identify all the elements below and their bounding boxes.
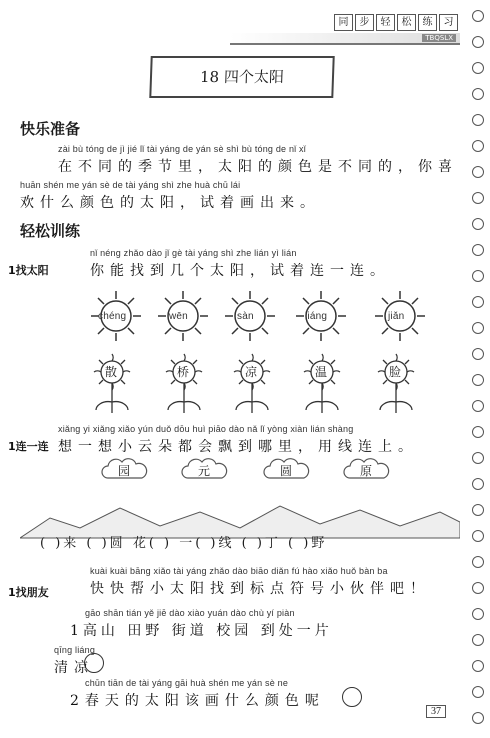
- cloud-char: 原: [360, 464, 373, 478]
- text-line: 欢什么颜色的太阳，试着画出来。: [20, 195, 320, 211]
- cloud-icon: [100, 458, 150, 485]
- punctuation-sun-slot[interactable]: [340, 686, 364, 707]
- flower-icon: [88, 352, 136, 418]
- text-line: 清凉: [54, 660, 94, 676]
- header-char: 松: [397, 14, 416, 31]
- header-char: 步: [355, 14, 374, 31]
- flower-icon: [228, 352, 276, 418]
- cloud-icon: [180, 458, 230, 485]
- sun-pinyin: jiǎn: [388, 311, 405, 322]
- cloud-icon: [262, 458, 312, 485]
- cloud-icon: [342, 458, 392, 485]
- task-label: 1找太阳: [8, 264, 49, 277]
- sun-pinyin: wēn: [169, 311, 188, 322]
- spiral-binding: [472, 10, 486, 738]
- pinyin-line: chūn tiān de tài yáng gāi huà shén me yán sè ne: [85, 678, 289, 688]
- lesson-title: 18 四个太阳: [149, 56, 334, 98]
- flower-char: 桥: [177, 365, 190, 379]
- sun-pinyin: liáng: [305, 311, 328, 322]
- text-line: 你能找到几个太阳，试着连一连。: [90, 263, 390, 279]
- sun-icon: [372, 288, 428, 344]
- text-line: 想一想小云朵都会飘到哪里，用线连上。: [58, 439, 418, 455]
- cloud-char: 园: [118, 464, 131, 478]
- header-char: 同: [334, 14, 353, 31]
- flower-icon: [372, 352, 420, 418]
- pinyin-line: xiǎng yi xiǎng xiǎo yún duǒ dōu huì piāo dào nǎ lǐ yòng xiàn lián shàng: [58, 424, 354, 434]
- flower-char: 散: [105, 365, 118, 379]
- cloud-char: 元: [198, 464, 211, 478]
- punctuation-sun-slot[interactable]: [82, 652, 106, 673]
- section-heading-prepare: 快乐准备: [20, 120, 81, 138]
- flower-char: 温: [315, 365, 328, 379]
- sun-pinyin: chéng: [98, 311, 127, 322]
- task-label: 1连一连: [8, 440, 49, 453]
- header-char: 轻: [376, 14, 395, 31]
- header-char: 练: [418, 14, 437, 31]
- flower-icon: [160, 352, 208, 418]
- header-sub: TBQSLX: [422, 34, 456, 42]
- header-char: 习: [439, 14, 458, 31]
- pinyin-line: gāo shān tián yě jiē dào xiào yuán dào chù yí piàn: [85, 608, 295, 618]
- flower-char: 凉: [245, 365, 258, 379]
- header-tab: [334, 14, 458, 31]
- cloud-char: 圆: [280, 464, 293, 478]
- text-line: 快快帮小太阳找到标点符号小伙伴吧！: [90, 581, 430, 597]
- pinyin-line: nǐ néng zhǎo dào jǐ gè tài yáng shì zhe lián yì lián: [90, 248, 297, 258]
- page-number: 37: [426, 705, 446, 718]
- pinyin-line: qīng liáng: [54, 645, 96, 655]
- fill-blank-row[interactable]: ( )来 ( )圆 花( ) 一( )线 ( )丁 ( )野: [40, 536, 328, 551]
- pinyin-line: huān shén me yán sè de tài yáng shì zhe huà chū lái: [20, 180, 241, 190]
- flower-icon: [298, 352, 346, 418]
- flower-char: 脸: [389, 365, 402, 379]
- sun-icon: [155, 288, 211, 344]
- text-line: 2春天的太阳该画什么颜色呢: [70, 693, 325, 709]
- section-heading-practice: 轻松训练: [20, 222, 81, 240]
- pinyin-line: zài bù tóng de jì jié lǐ tài yáng de yán sè shì bù tóng de nǐ xǐ: [58, 144, 306, 154]
- text-line: 1高山 田野 街道 校园 到处一片: [70, 623, 333, 639]
- text-line: 在不同的季节里，太阳的颜色是不同的，你喜: [58, 159, 458, 175]
- sun-icon: [293, 288, 349, 344]
- pinyin-line: kuài kuài bāng xiǎo tài yáng zhǎo dào biāo diǎn fú hào xiǎo huǒ bàn ba: [90, 566, 388, 576]
- sun-icon: [222, 288, 278, 344]
- task-label: 1找朋友: [8, 586, 49, 599]
- sun-icon: [88, 288, 144, 344]
- sun-pinyin: sàn: [237, 311, 254, 322]
